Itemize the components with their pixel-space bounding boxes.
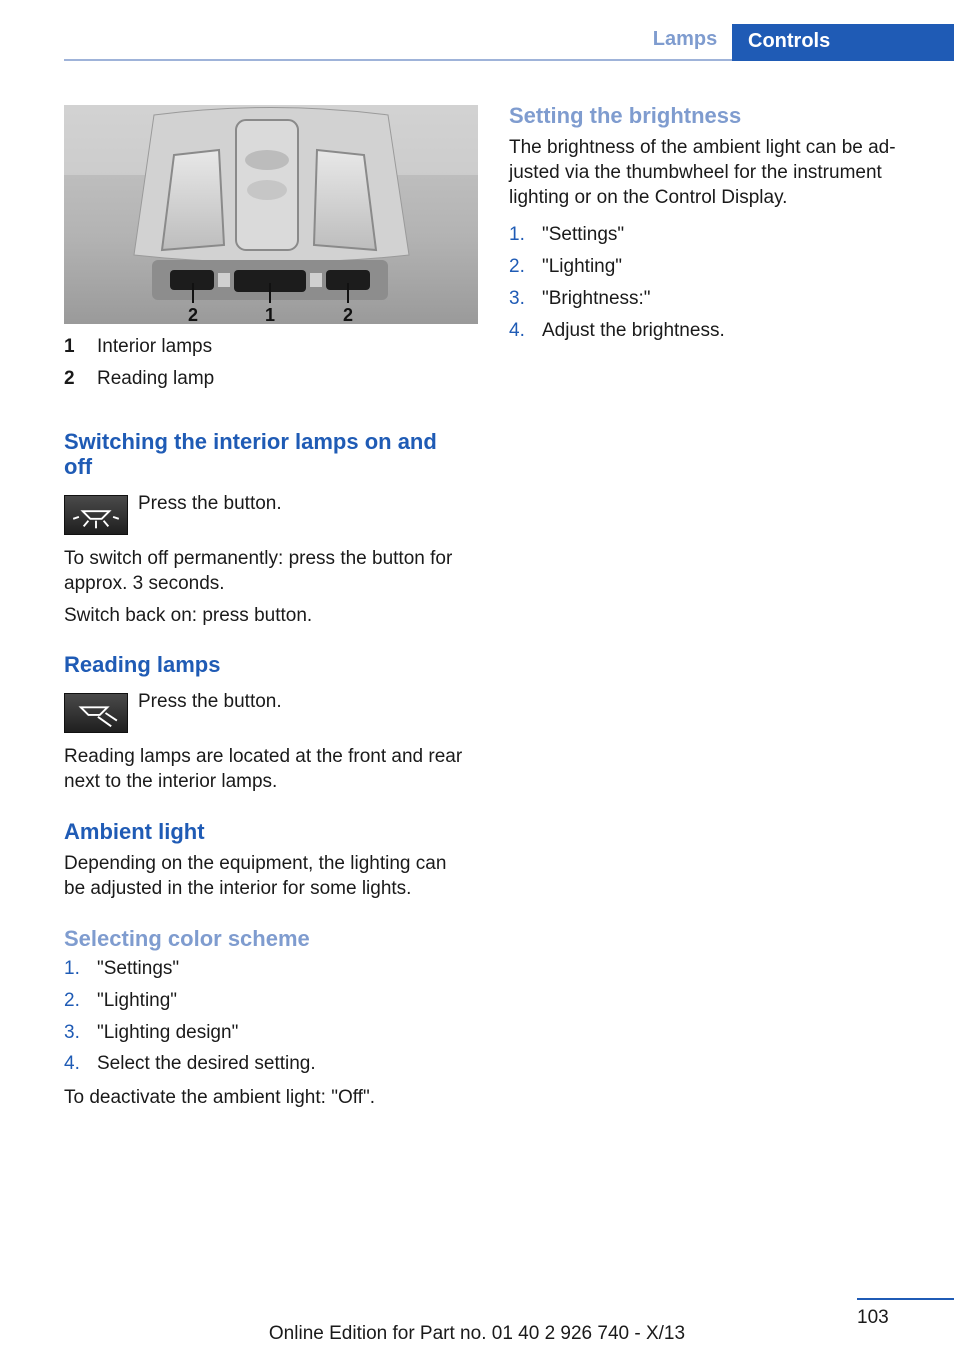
paragraph-switch-on: Switch back on: press button. xyxy=(64,605,313,626)
step-number: 4. xyxy=(64,1053,80,1074)
heading-ambient-light: Ambient light xyxy=(64,819,205,844)
step-number: 2. xyxy=(509,256,525,277)
step-number: 3. xyxy=(64,1022,80,1043)
paragraph-brightness xyxy=(509,135,896,210)
list-item xyxy=(64,990,177,1012)
page-number: 103 xyxy=(857,1307,889,1328)
chapter-tab-controls[interactable]: Controls xyxy=(732,24,954,61)
heading-switching-interior-lamps xyxy=(64,429,437,479)
text-line: The brightness of the ambient light can be ad‐ xyxy=(509,137,896,158)
paragraph-switch-off xyxy=(64,546,452,596)
step-number: 1. xyxy=(64,958,80,979)
heading-setting-brightness: Setting the brightness xyxy=(509,103,742,128)
legend-number: 1 xyxy=(64,336,75,357)
text-line: lighting or on the Control Display. xyxy=(509,187,788,208)
legend-label: Interior lamps xyxy=(97,336,213,357)
legend-number: 2 xyxy=(64,368,75,389)
section-tab-lamps[interactable]: Lamps xyxy=(652,28,718,50)
paragraph-deactivate-ambient: To deactivate the ambient light: "Off". xyxy=(64,1087,375,1108)
paragraph-ambient-light xyxy=(64,851,446,901)
paragraph-reading-lamps xyxy=(64,744,462,794)
list-item xyxy=(509,288,651,310)
legend-item xyxy=(64,368,214,390)
heading-selecting-color-scheme: Selecting color scheme xyxy=(64,926,310,951)
callout-label: 2 xyxy=(342,305,354,324)
step-text: Select the desired setting. xyxy=(97,1053,316,1074)
text-line: justed via the thumbwheel for the instrument xyxy=(509,162,882,183)
step-text: "Brightness:" xyxy=(542,288,651,309)
step-text: Adjust the brightness. xyxy=(542,320,725,341)
heading-line: Switching the interior lamps on and xyxy=(64,429,437,454)
footer-edition: Online Edition for Part no. 01 40 2 926 740 - X/13 xyxy=(268,1323,686,1344)
step-text: "Lighting" xyxy=(97,990,178,1011)
step-number: 1. xyxy=(509,224,525,245)
legend-item xyxy=(64,336,212,358)
step-text: "Settings" xyxy=(542,224,625,245)
text-line: be adjusted in the interior for some lights. xyxy=(64,878,412,899)
list-item xyxy=(64,1053,316,1075)
overhead-console-photo xyxy=(64,105,478,324)
heading-reading-lamps: Reading lamps xyxy=(64,652,221,677)
legend-label: Reading lamp xyxy=(97,368,215,389)
step-text: "Settings" xyxy=(97,958,180,979)
list-item xyxy=(509,320,725,342)
list-item xyxy=(64,958,179,980)
list-item xyxy=(64,1022,238,1044)
step-number: 4. xyxy=(509,320,525,341)
instruction-text: Press the button. xyxy=(138,493,282,514)
text-line: Depending on the equipment, the lighting can xyxy=(64,853,447,874)
text-line: approx. 3 seconds. xyxy=(64,573,225,594)
callout-label: 1 xyxy=(264,305,276,324)
text-line: Reading lamps are located at the front and rear xyxy=(64,746,463,767)
callout-label: 2 xyxy=(187,305,199,324)
text-line: next to the interior lamps. xyxy=(64,771,278,792)
interior-lamp-button-icon xyxy=(64,495,128,535)
footer-rule xyxy=(857,1298,954,1300)
step-text: "Lighting design" xyxy=(97,1022,239,1043)
step-number: 3. xyxy=(509,288,525,309)
instruction-text: Press the button. xyxy=(138,691,282,712)
step-number: 2. xyxy=(64,990,80,1011)
step-text: "Lighting" xyxy=(542,256,623,277)
heading-line: off xyxy=(64,454,93,479)
text-line: To switch off permanently: press the button for xyxy=(64,548,453,569)
list-item xyxy=(509,256,622,278)
list-item xyxy=(509,224,624,246)
reading-lamp-button-icon xyxy=(64,693,128,733)
